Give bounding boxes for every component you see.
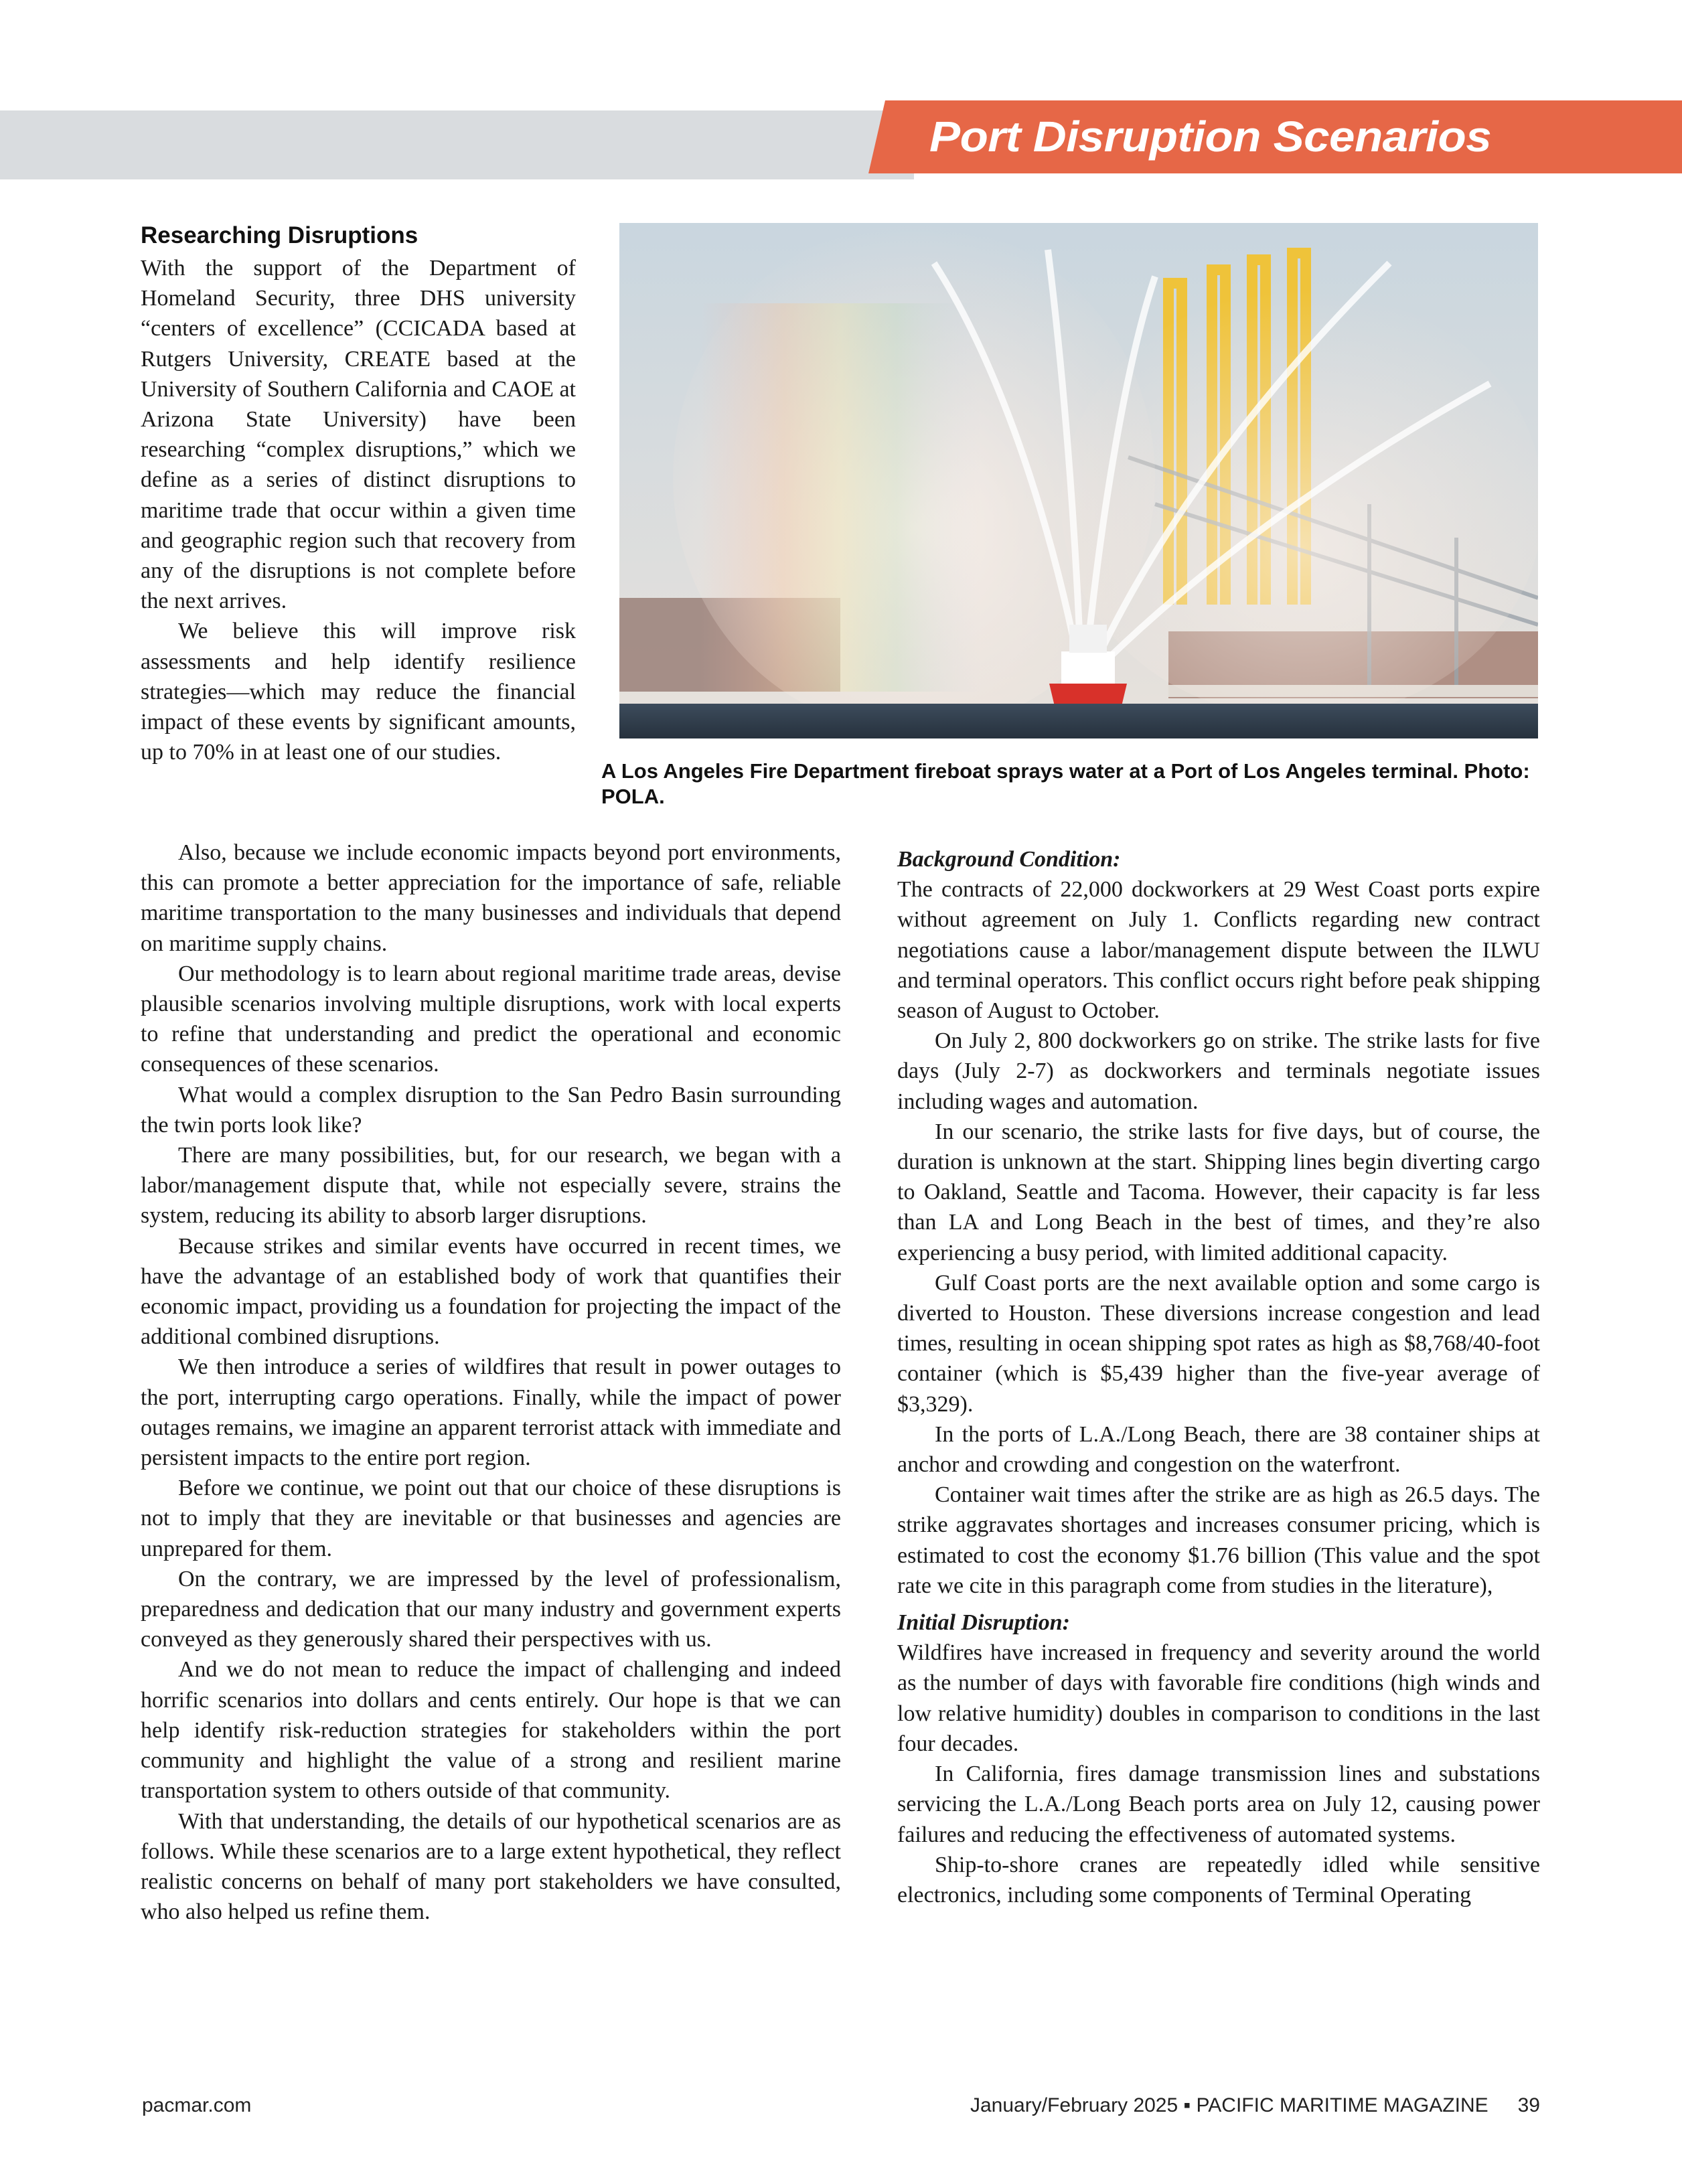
paragraph: We believe this will improve risk assessments and help identify resilience strategies—which may reduce the financial impact of these events by significant amounts, up to 70% in at least one of our studies. xyxy=(141,619,576,765)
paragraph: And we do not mean to reduce the impact of challenging and indeed horrific scenarios into dollars and cents entirely. Our hope is that we can help identify risk-reduction strategies for stakeholders within the port community and highlight the value of a strong and resilient marine transportation system to others outside of that community. xyxy=(141,1657,841,1804)
paragraph: The contracts of 22,000 dockworkers at 29 West Coast ports expire without agreement on July 1. Conflicts regarding new contract negotiations cause a labor/management dispute between the ILWU and terminal operators. This conflict occurs right before peak shipping season of August to October. xyxy=(897,877,1540,1024)
footer-issue: January/February 2025 ▪ PACIFIC MARITIME MAGAZINE xyxy=(970,2094,1488,2116)
paragraph: Gulf Coast ports are the next available option and some cargo is diverted to Houston. These diversions increase congestion and lead times, resulting in ocean shipping spot rates as high as $8,768/40-foot container (which is $5,439 higher than the five-year average of $3,329). xyxy=(897,1270,1540,1417)
article-column-right xyxy=(897,844,1540,1910)
paragraph: In California, fires damage transmission lines and substations servicing the L.A./Long Beach ports area on July 12, causing power failures and reducing the effectiveness of automated systems. xyxy=(897,1762,1540,1847)
paragraph: With that understanding, the details of our hypothetical scenarios are as follows. While these scenarios are to a large extent hypothetical, they reflect realistic concerns on behalf of many port stakeholders we have consulted, who also helped us refine them. xyxy=(141,1808,841,1925)
sea xyxy=(619,704,1538,738)
paragraph: With the support of the Department of Homeland Security, three DHS university “centers of excellence” (CCICADA based at Rutgers University, CREATE based at the University of Southern California and CAOE at Arizona State University) have been researching “complex disruptions,” which we define as a series of distinct disruptions to maritime trade that occur within a given time and geographic region such that recovery from any of the disruptions is not complete before the next arrives. xyxy=(141,256,576,614)
paragraph: In the ports of L.A./Long Beach, there are 38 container ships at anchor and crowding and congestion on the waterfront. xyxy=(897,1421,1540,1478)
article-photo xyxy=(619,223,1538,738)
paragraph: On July 2, 800 dockworkers go on strike. The strike lasts for five days (July 2-7) as dockworkers and terminals negotiate issues including wages and automation. xyxy=(897,1028,1540,1114)
section-title: Port Disruption Scenarios xyxy=(929,112,1492,161)
article-column-narrow xyxy=(141,253,576,767)
article-column-left xyxy=(141,838,841,1927)
fireboat-photo-illustration xyxy=(619,223,1538,738)
article-subhead: Researching Disruptions xyxy=(141,222,418,248)
page-number: 39 xyxy=(1517,2094,1540,2116)
initial-disruption-heading: Initial Disruption: xyxy=(897,1610,1070,1636)
footer-issue-info xyxy=(970,2094,1540,2117)
paragraph: Ship-to-shore cranes are repeatedly idled while sensitive electronics, including some components of Terminal Operating xyxy=(897,1852,1540,1907)
paragraph: Container wait times after the strike are as high as 26.5 days. The strike aggravates shortages and increases consumer pricing, which is estimated to cost the economy $1.76 billion (This value and the spot rate we cite in this paragraph come from studies in the literature), xyxy=(897,1482,1540,1598)
paragraph: We then introduce a series of wildfires that result in power outages to the port, interrupting cargo operations. Finally, while the impact of power outages remains, we imagine an apparent terrorist attack with immediate and persistent impacts to the entire port region. xyxy=(141,1354,841,1471)
paragraph: On the contrary, we are impressed by the level of professionalism, preparedness and dedication that our many industry and government experts conveyed as they generously shared their perspectives with us. xyxy=(141,1566,841,1652)
paragraph: Wildfires have increased in frequency and severity around the world as the number of days with favorable fire conditions (high winds and low relative humidity) doubles in comparison to conditions in the last four decades. xyxy=(897,1640,1540,1756)
paragraph: Our methodology is to learn about regional maritime trade areas, devise plausible scenarios involving multiple disruptions, work with local experts to refine that understanding and predict the operational and economic consequences of these scenarios. xyxy=(141,961,841,1077)
background-condition-heading: Background Condition: xyxy=(897,847,1121,872)
footer-website: pacmar.com xyxy=(142,2094,252,2116)
header-gray-band xyxy=(0,110,914,179)
paragraph: Also, because we include economic impacts beyond port environments, this can promote a better appreciation for the importance of safe, reliable maritime transportation to the many businesses and individuals that depend on maritime supply chains. xyxy=(141,840,841,956)
paragraph: Before we continue, we point out that our choice of these disruptions is not to imply that they are inevitable or that businesses and agencies are unprepared for them. xyxy=(141,1476,841,1561)
paragraph: In our scenario, the strike lasts for five days, but of course, the duration is unknown at the start. Shipping lines begin diverting cargo to Oakland, Seattle and Tacoma. However, their capacity is far less than LA and Long Beach in the best of times, and they’re also experiencing a busy period, with limited additional capacity. xyxy=(897,1119,1540,1265)
paragraph: Because strikes and similar events have occurred in recent times, we have the advantage of an established body of work that quantifies their economic impact, providing us a foundation for projecting the impact of the additional combined disruptions. xyxy=(141,1233,841,1350)
paragraph: What would a complex disruption to the San Pedro Basin surrounding the twin ports look like? xyxy=(141,1082,841,1138)
photo-caption: A Los Angeles Fire Department fireboat sprays water at a Port of Los Angeles terminal. Photo: POLA. xyxy=(601,759,1530,808)
paragraph: There are many possibilities, but, for our research, we began with a labor/management dispute that, while not especially severe, strains the system, reducing its ability to absorb larger disruptions. xyxy=(141,1143,841,1229)
